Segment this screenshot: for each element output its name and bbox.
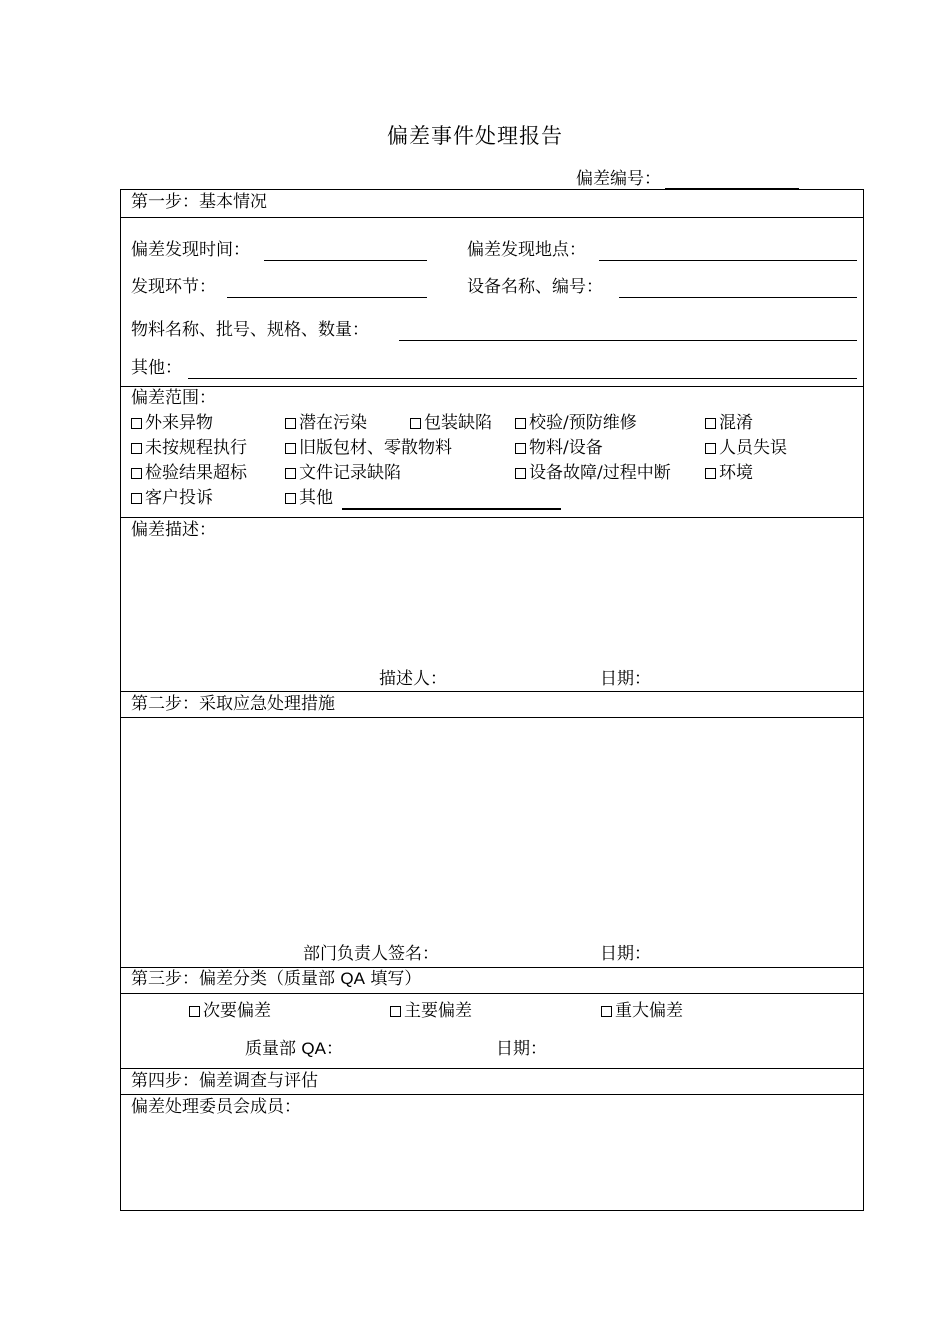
scope-option-contamination[interactable]: 潜在污染 [285,413,367,433]
checkbox-icon[interactable] [705,468,716,479]
describer-label: 描述人： [379,669,447,689]
scope-option-old-packaging[interactable]: 旧版包材、零散物料 [285,438,452,458]
class-option-minor[interactable]: 次要偏差 [189,1001,271,1021]
checkbox-icon[interactable] [131,493,142,504]
found-stage-label: 发现环节： [131,277,216,297]
checkbox-icon[interactable] [515,443,526,454]
other-label: 其他： [131,358,182,378]
checkbox-icon[interactable] [410,418,421,429]
found-time-label: 偏差发现时间： [131,240,250,260]
step3-header: 第三步：偏差分类（质量部 QA 填写） [131,969,422,989]
checkbox-icon[interactable] [705,418,716,429]
scope-option-procedure[interactable]: 未按规程执行 [131,438,247,458]
step3-date-label: 日期： [496,1039,547,1059]
checkbox-icon[interactable] [131,468,142,479]
found-place-label: 偏差发现地点： [467,240,586,260]
deviation-number-field[interactable] [576,164,799,189]
checkbox-icon[interactable] [131,418,142,429]
scope-option-complaint[interactable]: 客户投诉 [131,488,213,508]
scope-option-calibration[interactable]: 校验/预防维修 [515,413,637,433]
deviation-number-line[interactable] [665,168,799,189]
scope-option-packaging-defect[interactable]: 包装缺陷 [410,413,492,433]
scope-label: 偏差范围： [131,388,216,408]
checkbox-icon[interactable] [189,1006,200,1017]
report-form [120,189,864,1211]
checkbox-icon[interactable] [285,493,296,504]
material-label: 物料名称、批号、规格、数量： [131,320,369,340]
equipment-field[interactable] [619,297,857,298]
scope-option-human-error[interactable]: 人员失误 [705,438,787,458]
divider [121,1068,863,1069]
scope-option-material-equipment[interactable]: 物料/设备 [515,438,603,458]
scope-option-mixup[interactable]: 混淆 [705,413,753,433]
scope-other-field[interactable] [342,508,561,510]
scope-option-equipment-failure[interactable]: 设备故障/过程中断 [515,463,671,483]
scope-option-other[interactable]: 其他 [285,488,333,508]
step2-date-label: 日期： [600,944,651,964]
found-stage-field[interactable] [227,297,427,298]
scope-option-oos[interactable]: 检验结果超标 [131,463,247,483]
report-title: 偏差事件处理报告 [387,124,563,148]
divider [121,386,863,387]
committee-members-label: 偏差处理委员会成员： [131,1097,301,1117]
step2-header: 第二步：采取应急处理措施 [131,694,335,714]
description-date-label: 日期： [600,669,651,689]
checkbox-icon[interactable] [515,468,526,479]
checkbox-icon[interactable] [515,418,526,429]
divider [121,993,863,994]
class-option-major[interactable]: 主要偏差 [390,1001,472,1021]
qa-signature-label: 质量部 QA： [245,1039,343,1059]
material-field[interactable] [399,340,857,341]
divider [121,517,863,518]
divider [121,717,863,718]
divider [121,691,863,692]
found-time-field[interactable] [264,260,427,261]
divider [121,967,863,968]
other-field[interactable] [188,378,857,379]
checkbox-icon[interactable] [285,418,296,429]
scope-option-foreign-matter[interactable]: 外来异物 [131,413,213,433]
equipment-label: 设备名称、编号： [467,277,603,297]
checkbox-icon[interactable] [131,443,142,454]
step1-header: 第一步：基本情况 [131,192,267,212]
class-option-critical[interactable]: 重大偏差 [601,1001,683,1021]
description-label: 偏差描述： [131,520,216,540]
checkbox-icon[interactable] [285,468,296,479]
found-place-field[interactable] [599,260,857,261]
checkbox-icon[interactable] [601,1006,612,1017]
step4-header: 第四步：偏差调查与评估 [131,1071,318,1091]
divider [121,1094,863,1095]
dept-head-signature-label: 部门负责人签名： [303,944,439,964]
checkbox-icon[interactable] [285,443,296,454]
checkbox-icon[interactable] [390,1006,401,1017]
scope-option-documentation[interactable]: 文件记录缺陷 [285,463,401,483]
deviation-number-label: 偏差编号： [576,169,661,189]
checkbox-icon[interactable] [705,443,716,454]
scope-option-environment[interactable]: 环境 [705,463,753,483]
divider [121,217,863,218]
